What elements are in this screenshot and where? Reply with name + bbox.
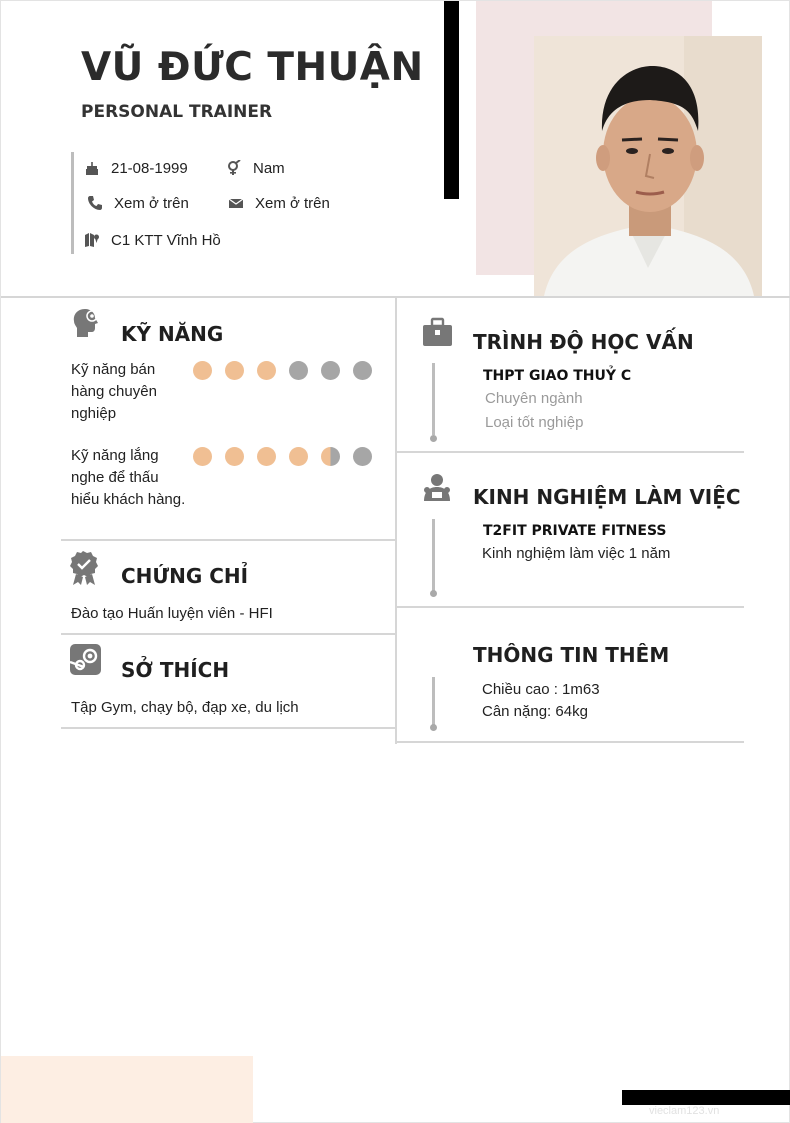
decor-footer-bar bbox=[622, 1090, 790, 1105]
decor-footer-pink bbox=[1, 1056, 253, 1123]
hobbies-title: SỞ THÍCH bbox=[121, 658, 230, 682]
address-item bbox=[83, 231, 221, 249]
rating-dot bbox=[289, 447, 308, 466]
job-title: PERSONAL TRAINER bbox=[81, 102, 273, 122]
skill-rating-2 bbox=[193, 447, 383, 467]
briefcase-icon bbox=[422, 317, 454, 349]
skill-label-1: Kỹ năng bán hàng chuyên nghiệp bbox=[71, 361, 157, 422]
brain-icon bbox=[71, 307, 103, 339]
experience-divider bbox=[397, 606, 744, 608]
email-text: Xem ở trên bbox=[255, 194, 330, 212]
extra-timeline bbox=[432, 677, 435, 725]
certificate-icon bbox=[69, 550, 101, 582]
birthday-item bbox=[83, 159, 188, 177]
experience-title: KINH NGHIỆM LÀM VIỆC bbox=[473, 485, 741, 509]
gender-text: Nam bbox=[253, 159, 285, 177]
rating-dot bbox=[193, 361, 212, 380]
extra-divider bbox=[397, 741, 744, 743]
phone-icon bbox=[86, 194, 104, 212]
map-icon bbox=[83, 231, 101, 249]
candidate-name: VŨ ĐỨC THUẬN bbox=[81, 45, 424, 90]
experience-timeline-dot bbox=[430, 590, 437, 597]
certificates-title: CHỨNG CHỈ bbox=[121, 564, 249, 588]
skill-label-2: Kỹ năng lắng nghe để thấu hiểu khách hàng. bbox=[71, 447, 186, 508]
extra-title: THÔNG TIN THÊM bbox=[473, 643, 670, 667]
education-title: TRÌNH ĐỘ HỌC VẤN bbox=[473, 330, 694, 354]
skill-rating-1 bbox=[193, 361, 383, 381]
education-timeline-dot bbox=[430, 435, 437, 442]
birthday-text: 21-08-1999 bbox=[111, 159, 188, 177]
steam-icon bbox=[70, 644, 102, 676]
skills-title: KỸ NĂNG bbox=[121, 322, 224, 346]
rating-dot bbox=[193, 447, 212, 466]
phone-item bbox=[86, 194, 189, 212]
info-divider bbox=[71, 152, 74, 254]
address-text: C1 KTT Vĩnh Hồ bbox=[111, 231, 221, 249]
hobbies-text: Tập Gym, chạy bộ, đạp xe, du lịch bbox=[71, 699, 299, 716]
experience-timeline bbox=[432, 519, 435, 591]
education-timeline bbox=[432, 363, 435, 435]
extra-timeline-dot bbox=[430, 724, 437, 731]
weight-text: Cân nặng: 64kg bbox=[482, 703, 588, 720]
rating-dot bbox=[321, 361, 340, 380]
certificates-divider bbox=[61, 633, 395, 635]
height-text: Chiều cao : 1m63 bbox=[482, 681, 600, 698]
skills-divider bbox=[61, 539, 395, 541]
rating-dot bbox=[225, 447, 244, 466]
rating-dot bbox=[225, 361, 244, 380]
column-divider bbox=[395, 298, 397, 744]
rating-dot bbox=[353, 361, 372, 380]
hobbies-divider bbox=[61, 727, 395, 729]
gender-icon bbox=[225, 159, 243, 177]
experience-detail: Kinh nghiệm làm việc 1 năm bbox=[482, 545, 671, 562]
rating-dot bbox=[257, 447, 276, 466]
worker-icon bbox=[421, 472, 453, 504]
email-item bbox=[227, 194, 330, 212]
profile-photo bbox=[534, 36, 762, 296]
education-divider bbox=[397, 451, 744, 453]
rating-dot bbox=[321, 447, 340, 466]
watermark: vieclam123.vn bbox=[649, 1105, 720, 1117]
rating-dot bbox=[353, 447, 372, 466]
rating-dot bbox=[289, 361, 308, 380]
decor-bar-top bbox=[444, 1, 459, 199]
gender-item bbox=[225, 159, 285, 177]
grade-text: Loại tốt nghiệp bbox=[485, 414, 584, 431]
mail-icon bbox=[227, 194, 245, 212]
rating-dot bbox=[257, 361, 276, 380]
company-name: T2FIT PRIVATE FITNESS bbox=[483, 523, 667, 539]
school-name: THPT GIAO THUỶ C bbox=[483, 368, 632, 384]
phone-text: Xem ở trên bbox=[114, 194, 189, 212]
major-text: Chuyên ngành bbox=[485, 390, 583, 407]
certificate-text: Đào tạo Huấn luyện viên - HFI bbox=[71, 605, 273, 622]
cake-icon bbox=[83, 159, 101, 177]
